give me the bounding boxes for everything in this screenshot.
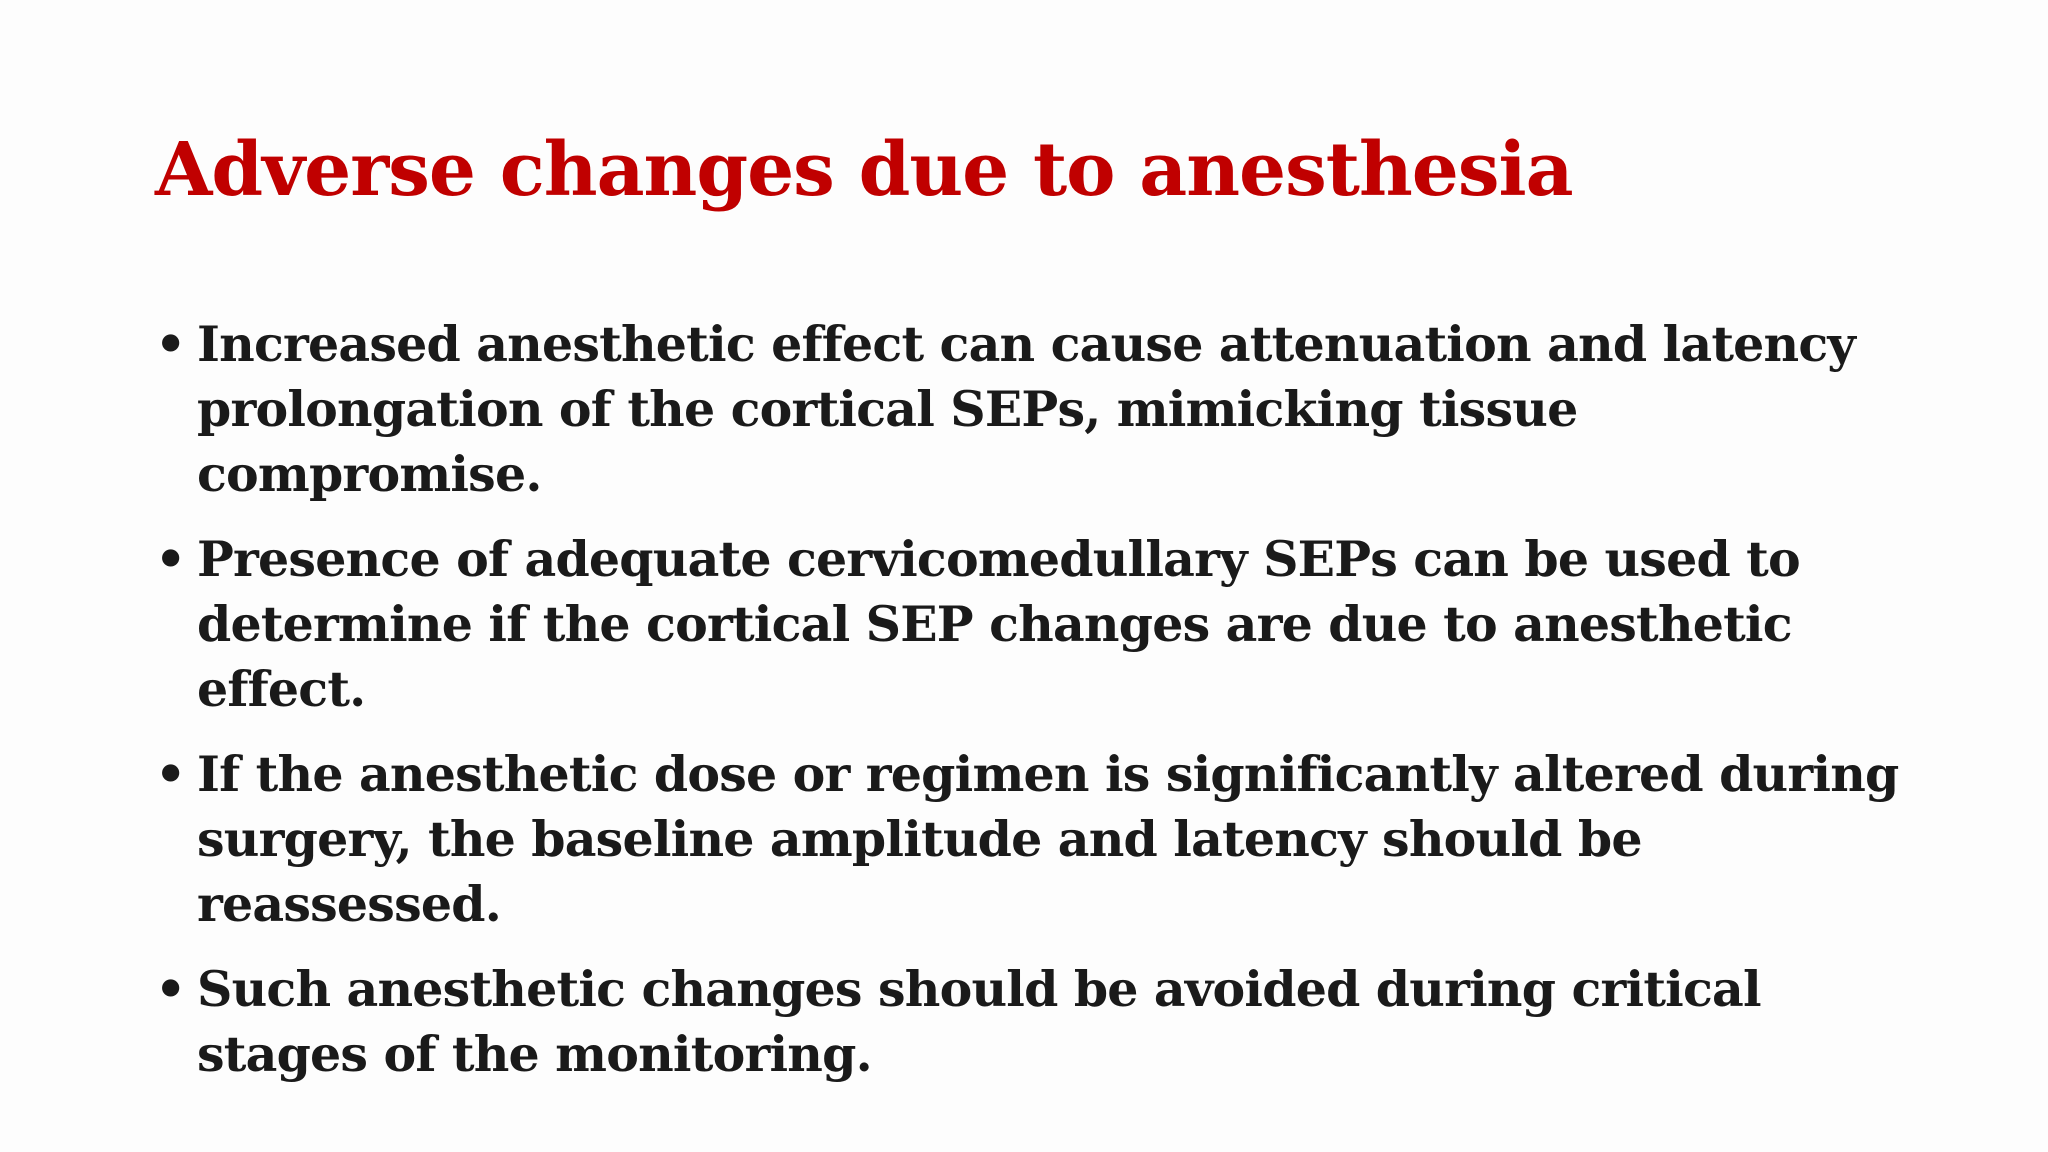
bullet-icon: • xyxy=(155,315,186,373)
bullet-text: If the anesthetic dose or regimen is significantly altered during surgery, the baseline amplitude and latency should be reassessed. xyxy=(197,745,1899,933)
bullet-item xyxy=(155,312,1915,507)
slide-title: Adverse changes due to anesthesia xyxy=(155,127,1573,213)
bullet-item xyxy=(155,527,1915,722)
bullet-item xyxy=(155,742,1915,937)
bullet-text: Increased anesthetic effect can cause attenuation and latency prolongation of the cortical SEPs, mimicking tissue compromise. xyxy=(197,315,1856,503)
bullet-list xyxy=(155,312,1915,1107)
bullet-item xyxy=(155,957,1915,1087)
bullet-text: Presence of adequate cervicomedullary SEPs can be used to determine if the cortical SEP changes are due to anesthetic effect. xyxy=(197,530,1800,718)
bullet-icon: • xyxy=(155,745,186,803)
bullet-icon: • xyxy=(155,960,186,1018)
bullet-text: Such anesthetic changes should be avoided during critical stages of the monitoring. xyxy=(197,960,1761,1083)
bullet-icon: • xyxy=(155,530,186,588)
